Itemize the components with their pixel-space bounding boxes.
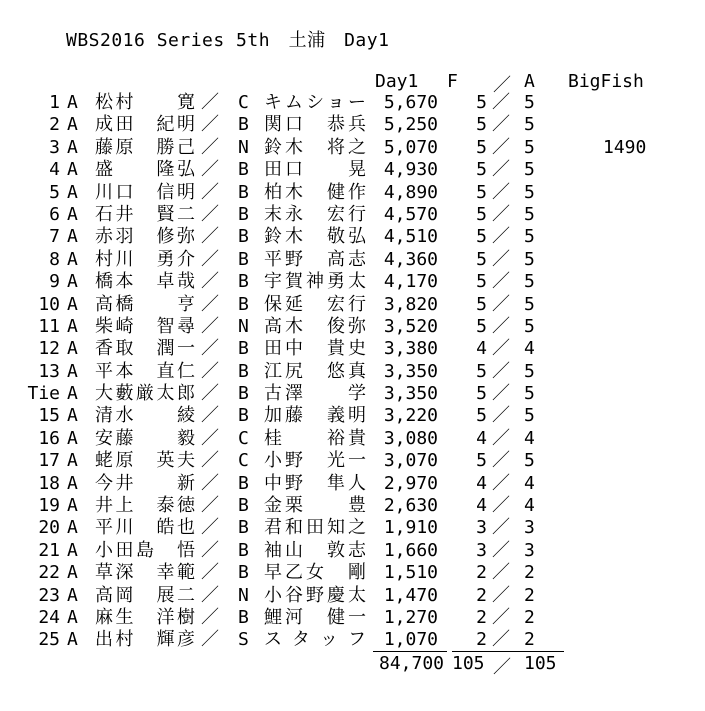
total-f: 105 bbox=[452, 653, 485, 674]
weight-cell: 1,910 bbox=[383, 517, 438, 539]
angler-b-class: N bbox=[238, 584, 249, 606]
rank-cell: 2 bbox=[49, 114, 60, 136]
angler-b-name: 江尻 悠真 bbox=[264, 360, 366, 382]
rank-cell: 3 bbox=[49, 136, 60, 158]
table-row bbox=[0, 204, 705, 226]
angler-b-name: 田中 貴史 bbox=[264, 338, 366, 360]
table-row bbox=[0, 137, 705, 159]
angler-b-name: 平野 高志 bbox=[264, 248, 366, 270]
angler-b-name: 加藤 義明 bbox=[264, 405, 366, 427]
fish-f-cell: 5 bbox=[476, 92, 487, 113]
angler-b-class: B bbox=[238, 539, 249, 561]
angler-b-class: N bbox=[238, 315, 249, 337]
angler-b-class: B bbox=[238, 248, 249, 270]
angler-a-name: 高橋 亨 bbox=[95, 293, 195, 315]
angler-a-name: 平川 皓也 bbox=[95, 517, 195, 539]
fish-a-cell: 5 bbox=[524, 226, 535, 248]
angler-b-class: C bbox=[238, 450, 249, 472]
angler-a-name: 草深 幸範 bbox=[95, 562, 195, 584]
rank-cell: 12 bbox=[38, 338, 60, 360]
angler-a-class: A bbox=[67, 427, 78, 449]
table-row bbox=[0, 361, 705, 383]
rank-cell: 18 bbox=[38, 472, 60, 494]
angler-a-name: 今井 新 bbox=[95, 472, 195, 494]
rank-cell: Tie bbox=[27, 383, 60, 405]
angler-a-class: A bbox=[67, 159, 78, 181]
table-row bbox=[0, 473, 705, 495]
angler-a-class: A bbox=[67, 226, 78, 248]
pair-separator: ／ bbox=[201, 450, 219, 472]
weight-cell: 3,080 bbox=[383, 427, 438, 449]
angler-b-class: B bbox=[238, 606, 249, 628]
pair-separator: ／ bbox=[201, 606, 219, 628]
angler-b-class: B bbox=[238, 383, 249, 405]
header-slash: ／ bbox=[493, 75, 511, 96]
angler-b-name: 保延 宏行 bbox=[264, 293, 366, 315]
fish-a-cell: 4 bbox=[524, 472, 535, 494]
rank-cell: 10 bbox=[38, 293, 60, 315]
angler-b-class: B bbox=[238, 293, 249, 315]
header-day1: Day1 bbox=[375, 71, 419, 92]
fish-a-cell: 5 bbox=[524, 248, 535, 270]
fish-slash: ／ bbox=[492, 360, 510, 382]
weight-cell: 4,360 bbox=[383, 248, 438, 270]
angler-a-name: 大藪厳太郎 bbox=[95, 383, 195, 405]
pair-separator: ／ bbox=[201, 562, 219, 584]
fish-f-cell: 5 bbox=[476, 181, 487, 203]
total-a: 105 bbox=[524, 653, 557, 674]
fish-a-cell: 2 bbox=[524, 562, 535, 584]
angler-b-name: 袖山 敦志 bbox=[264, 539, 366, 561]
angler-a-class: A bbox=[67, 360, 78, 382]
angler-a-class: A bbox=[67, 248, 78, 270]
angler-b-class: B bbox=[238, 203, 249, 225]
fish-f-cell: 5 bbox=[476, 360, 487, 382]
total-slash: ／ bbox=[493, 657, 511, 678]
weight-cell: 4,930 bbox=[383, 159, 438, 181]
weight-cell: 3,820 bbox=[383, 293, 438, 315]
header-bigfish: BigFish bbox=[568, 71, 644, 92]
pair-separator: ／ bbox=[201, 136, 219, 158]
rank-cell: 4 bbox=[49, 159, 60, 181]
fish-slash: ／ bbox=[492, 450, 510, 472]
fish-slash: ／ bbox=[492, 315, 510, 337]
fish-a-cell: 5 bbox=[524, 159, 535, 181]
angler-b-class: S bbox=[238, 629, 249, 651]
angler-a-class: A bbox=[67, 315, 78, 337]
fish-f-cell: 3 bbox=[476, 539, 487, 561]
weight-cell: 3,350 bbox=[383, 383, 438, 405]
angler-a-class: A bbox=[67, 539, 78, 561]
weight-cell: 2,970 bbox=[383, 472, 438, 494]
angler-a-class: A bbox=[67, 203, 78, 225]
pair-separator: ／ bbox=[201, 203, 219, 225]
fish-slash: ／ bbox=[492, 338, 510, 360]
angler-b-name: 古澤 学 bbox=[264, 383, 366, 405]
angler-b-name: 小野 光一 bbox=[264, 450, 366, 472]
angler-a-name: 村川 勇介 bbox=[95, 248, 195, 270]
fish-f-cell: 5 bbox=[476, 159, 487, 181]
angler-a-name: 藤原 勝己 bbox=[95, 136, 195, 158]
pair-separator: ／ bbox=[201, 629, 219, 651]
angler-a-class: A bbox=[67, 293, 78, 315]
fish-slash: ／ bbox=[492, 517, 510, 539]
angler-b-class: B bbox=[238, 226, 249, 248]
fish-f-cell: 5 bbox=[476, 271, 487, 293]
pair-separator: ／ bbox=[201, 271, 219, 293]
rank-cell: 21 bbox=[38, 539, 60, 561]
fish-slash: ／ bbox=[492, 293, 510, 315]
table-row bbox=[0, 450, 705, 472]
angler-b-class: C bbox=[238, 427, 249, 449]
pair-separator: ／ bbox=[201, 495, 219, 517]
table-row bbox=[0, 383, 705, 405]
angler-a-name: 出村 輝彦 bbox=[95, 629, 195, 651]
fish-f-cell: 2 bbox=[476, 606, 487, 628]
weight-cell: 3,070 bbox=[383, 450, 438, 472]
rank-cell: 17 bbox=[38, 450, 60, 472]
table-row bbox=[0, 338, 705, 360]
angler-b-name: 鯉河 健一 bbox=[264, 606, 366, 628]
table-row bbox=[0, 517, 705, 539]
fish-a-cell: 2 bbox=[524, 606, 535, 628]
fish-a-cell: 5 bbox=[524, 203, 535, 225]
angler-a-name: 清水 綾 bbox=[95, 405, 195, 427]
fish-slash: ／ bbox=[492, 114, 510, 136]
angler-b-name: スタッフ bbox=[264, 629, 366, 651]
fish-slash: ／ bbox=[492, 159, 510, 181]
fish-f-cell: 5 bbox=[476, 315, 487, 337]
pair-separator: ／ bbox=[201, 472, 219, 494]
angler-a-class: A bbox=[67, 517, 78, 539]
angler-a-name: 高岡 展二 bbox=[95, 584, 195, 606]
table-row bbox=[0, 495, 705, 517]
pair-separator: ／ bbox=[201, 181, 219, 203]
pair-separator: ／ bbox=[201, 338, 219, 360]
angler-a-class: A bbox=[67, 584, 78, 606]
rank-cell: 25 bbox=[38, 629, 60, 651]
fish-slash: ／ bbox=[492, 92, 510, 113]
fish-a-cell: 5 bbox=[524, 405, 535, 427]
table-row bbox=[0, 271, 705, 293]
angler-a-class: A bbox=[67, 472, 78, 494]
angler-a-class: A bbox=[67, 606, 78, 628]
angler-a-class: A bbox=[67, 338, 78, 360]
angler-a-class: A bbox=[67, 562, 78, 584]
fish-slash: ／ bbox=[492, 271, 510, 293]
pair-separator: ／ bbox=[201, 159, 219, 181]
angler-a-class: A bbox=[67, 181, 78, 203]
fish-f-cell: 5 bbox=[476, 136, 487, 158]
fish-slash: ／ bbox=[492, 405, 510, 427]
rank-cell: 15 bbox=[38, 405, 60, 427]
fish-a-cell: 5 bbox=[524, 450, 535, 472]
fish-slash: ／ bbox=[492, 181, 510, 203]
table-row bbox=[0, 316, 705, 338]
table-row bbox=[0, 92, 705, 114]
angler-a-name: 柴崎 智尋 bbox=[95, 315, 195, 337]
angler-a-name: 石井 賢二 bbox=[95, 203, 195, 225]
weight-cell: 1,660 bbox=[383, 539, 438, 561]
fish-slash: ／ bbox=[492, 606, 510, 628]
weight-cell: 1,510 bbox=[383, 562, 438, 584]
fish-a-cell: 4 bbox=[524, 427, 535, 449]
rank-cell: 7 bbox=[49, 226, 60, 248]
angler-a-name: 香取 潤一 bbox=[95, 338, 195, 360]
table-row bbox=[0, 540, 705, 562]
rank-cell: 16 bbox=[38, 427, 60, 449]
angler-a-name: 成田 紀明 bbox=[95, 114, 195, 136]
angler-b-class: N bbox=[238, 136, 249, 158]
fish-f-cell: 3 bbox=[476, 517, 487, 539]
fish-f-cell: 5 bbox=[476, 450, 487, 472]
angler-a-class: A bbox=[67, 271, 78, 293]
fish-slash: ／ bbox=[492, 136, 510, 158]
angler-b-class: B bbox=[238, 360, 249, 382]
angler-a-class: A bbox=[67, 450, 78, 472]
fish-a-cell: 5 bbox=[524, 92, 535, 113]
table-row bbox=[0, 629, 705, 651]
table-row bbox=[0, 405, 705, 427]
angler-b-class: B bbox=[238, 495, 249, 517]
pair-separator: ／ bbox=[201, 584, 219, 606]
angler-a-name: 井上 泰徳 bbox=[95, 495, 195, 517]
angler-a-name: 赤羽 修弥 bbox=[95, 226, 195, 248]
pair-separator: ／ bbox=[201, 248, 219, 270]
table-row bbox=[0, 585, 705, 607]
weight-cell: 1,470 bbox=[383, 584, 438, 606]
fish-a-cell: 4 bbox=[524, 338, 535, 360]
angler-a-name: 川口 信明 bbox=[95, 181, 195, 203]
angler-a-class: A bbox=[67, 92, 78, 113]
rank-cell: 6 bbox=[49, 203, 60, 225]
table-row bbox=[0, 226, 705, 248]
pair-separator: ／ bbox=[201, 360, 219, 382]
table-row bbox=[0, 249, 705, 271]
angler-a-name: 平本 直仁 bbox=[95, 360, 195, 382]
total-rule-weight bbox=[373, 651, 447, 652]
fish-a-cell: 5 bbox=[524, 114, 535, 136]
table-row bbox=[0, 294, 705, 316]
angler-b-name: 桂 裕貴 bbox=[264, 427, 366, 449]
angler-a-name: 安藤 毅 bbox=[95, 427, 195, 449]
angler-b-name: 高木 俊弥 bbox=[264, 315, 366, 337]
angler-a-class: A bbox=[67, 136, 78, 158]
weight-cell: 3,520 bbox=[383, 315, 438, 337]
angler-b-name: 宇賀神勇太 bbox=[264, 271, 366, 293]
fish-f-cell: 2 bbox=[476, 584, 487, 606]
fish-a-cell: 5 bbox=[524, 136, 535, 158]
angler-b-name: 小谷野慶太 bbox=[264, 584, 366, 606]
fish-a-cell: 5 bbox=[524, 271, 535, 293]
angler-a-class: A bbox=[67, 114, 78, 136]
pair-separator: ／ bbox=[201, 92, 219, 113]
rank-cell: 22 bbox=[38, 562, 60, 584]
angler-a-name: 松村 寛 bbox=[95, 92, 195, 113]
fish-f-cell: 5 bbox=[476, 203, 487, 225]
angler-b-name: 早乙女 剛 bbox=[264, 562, 366, 584]
weight-cell: 4,170 bbox=[383, 271, 438, 293]
weight-cell: 4,570 bbox=[383, 203, 438, 225]
weight-cell: 1,070 bbox=[383, 629, 438, 651]
rank-cell: 20 bbox=[38, 517, 60, 539]
fish-slash: ／ bbox=[492, 383, 510, 405]
fish-a-cell: 5 bbox=[524, 383, 535, 405]
fish-slash: ／ bbox=[492, 203, 510, 225]
fish-f-cell: 5 bbox=[476, 405, 487, 427]
angler-b-name: 田口 晃 bbox=[264, 159, 366, 181]
rank-cell: 19 bbox=[38, 495, 60, 517]
angler-a-class: A bbox=[67, 383, 78, 405]
pair-separator: ／ bbox=[201, 226, 219, 248]
angler-b-name: 柏木 健作 bbox=[264, 181, 366, 203]
table-row bbox=[0, 428, 705, 450]
rank-cell: 5 bbox=[49, 181, 60, 203]
fish-slash: ／ bbox=[492, 629, 510, 651]
header-a: A bbox=[524, 71, 535, 92]
pair-separator: ／ bbox=[201, 383, 219, 405]
angler-b-class: B bbox=[238, 181, 249, 203]
angler-a-name: 麻生 洋樹 bbox=[95, 606, 195, 628]
rank-cell: 9 bbox=[49, 271, 60, 293]
weight-cell: 3,380 bbox=[383, 338, 438, 360]
page-title: WBS2016 Series 5th 土浦 Day1 bbox=[66, 30, 390, 51]
weight-cell: 5,670 bbox=[383, 92, 438, 113]
rank-cell: 24 bbox=[38, 606, 60, 628]
angler-a-class: A bbox=[67, 405, 78, 427]
pair-separator: ／ bbox=[201, 315, 219, 337]
total-weight: 84,700 bbox=[379, 653, 445, 674]
table-row bbox=[0, 562, 705, 584]
angler-b-class: B bbox=[238, 405, 249, 427]
weight-cell: 5,250 bbox=[383, 114, 438, 136]
total-rule-fish bbox=[452, 651, 564, 652]
weight-cell: 4,510 bbox=[383, 226, 438, 248]
weight-cell: 3,220 bbox=[383, 405, 438, 427]
angler-a-name: 小田島 悟 bbox=[95, 539, 195, 561]
weight-cell: 4,890 bbox=[383, 181, 438, 203]
fish-a-cell: 3 bbox=[524, 539, 535, 561]
angler-b-class: B bbox=[238, 517, 249, 539]
weight-cell: 3,350 bbox=[383, 360, 438, 382]
angler-a-class: A bbox=[67, 495, 78, 517]
table-row bbox=[0, 159, 705, 181]
rank-cell: 8 bbox=[49, 248, 60, 270]
fish-f-cell: 4 bbox=[476, 495, 487, 517]
pair-separator: ／ bbox=[201, 427, 219, 449]
angler-b-class: B bbox=[238, 338, 249, 360]
fish-f-cell: 5 bbox=[476, 114, 487, 136]
fish-slash: ／ bbox=[492, 539, 510, 561]
fish-f-cell: 2 bbox=[476, 629, 487, 651]
angler-a-name: 盛 隆弘 bbox=[95, 159, 195, 181]
fish-a-cell: 2 bbox=[524, 629, 535, 651]
angler-b-class: C bbox=[238, 92, 249, 113]
angler-b-class: B bbox=[238, 562, 249, 584]
rank-cell: 13 bbox=[38, 360, 60, 382]
angler-b-name: 中野 隼人 bbox=[264, 472, 366, 494]
fish-f-cell: 5 bbox=[476, 293, 487, 315]
fish-slash: ／ bbox=[492, 248, 510, 270]
fish-f-cell: 5 bbox=[476, 226, 487, 248]
fish-slash: ／ bbox=[492, 472, 510, 494]
fish-f-cell: 4 bbox=[476, 472, 487, 494]
fish-slash: ／ bbox=[492, 226, 510, 248]
angler-b-name: 関口 恭兵 bbox=[264, 114, 366, 136]
fish-f-cell: 4 bbox=[476, 338, 487, 360]
angler-b-class: B bbox=[238, 114, 249, 136]
pair-separator: ／ bbox=[201, 293, 219, 315]
weight-cell: 5,070 bbox=[383, 136, 438, 158]
table-row bbox=[0, 182, 705, 204]
fish-f-cell: 4 bbox=[476, 427, 487, 449]
angler-b-class: B bbox=[238, 271, 249, 293]
pair-separator: ／ bbox=[201, 405, 219, 427]
fish-a-cell: 4 bbox=[524, 495, 535, 517]
fish-f-cell: 5 bbox=[476, 383, 487, 405]
angler-b-name: 金栗 豊 bbox=[264, 495, 366, 517]
bigfish-cell: 1490 bbox=[603, 136, 647, 158]
angler-b-name: キムショー bbox=[264, 92, 366, 113]
angler-b-name: 末永 宏行 bbox=[264, 203, 366, 225]
fish-a-cell: 5 bbox=[524, 181, 535, 203]
angler-b-class: B bbox=[238, 159, 249, 181]
fish-slash: ／ bbox=[492, 562, 510, 584]
fish-f-cell: 2 bbox=[476, 562, 487, 584]
angler-b-class: B bbox=[238, 472, 249, 494]
fish-a-cell: 5 bbox=[524, 315, 535, 337]
rank-cell: 23 bbox=[38, 584, 60, 606]
fish-a-cell: 3 bbox=[524, 517, 535, 539]
angler-b-name: 君和田知之 bbox=[264, 517, 366, 539]
rank-cell: 11 bbox=[38, 315, 60, 337]
fish-f-cell: 5 bbox=[476, 248, 487, 270]
pair-separator: ／ bbox=[201, 114, 219, 136]
weight-cell: 1,270 bbox=[383, 606, 438, 628]
rank-cell: 1 bbox=[49, 92, 60, 113]
angler-a-class: A bbox=[67, 629, 78, 651]
fish-slash: ／ bbox=[492, 495, 510, 517]
header-f: F bbox=[447, 71, 458, 92]
angler-b-name: 鈴木 敬弘 bbox=[264, 226, 366, 248]
fish-slash: ／ bbox=[492, 584, 510, 606]
fish-a-cell: 2 bbox=[524, 584, 535, 606]
angler-a-name: 橋本 卓哉 bbox=[95, 271, 195, 293]
fish-a-cell: 5 bbox=[524, 293, 535, 315]
pair-separator: ／ bbox=[201, 517, 219, 539]
table-row bbox=[0, 114, 705, 136]
table-row bbox=[0, 607, 705, 629]
pair-separator: ／ bbox=[201, 539, 219, 561]
fish-a-cell: 5 bbox=[524, 360, 535, 382]
fish-slash: ／ bbox=[492, 427, 510, 449]
angler-a-name: 蛯原 英夫 bbox=[95, 450, 195, 472]
angler-b-name: 鈴木 将之 bbox=[264, 136, 366, 158]
results-table bbox=[0, 92, 705, 652]
weight-cell: 2,630 bbox=[383, 495, 438, 517]
